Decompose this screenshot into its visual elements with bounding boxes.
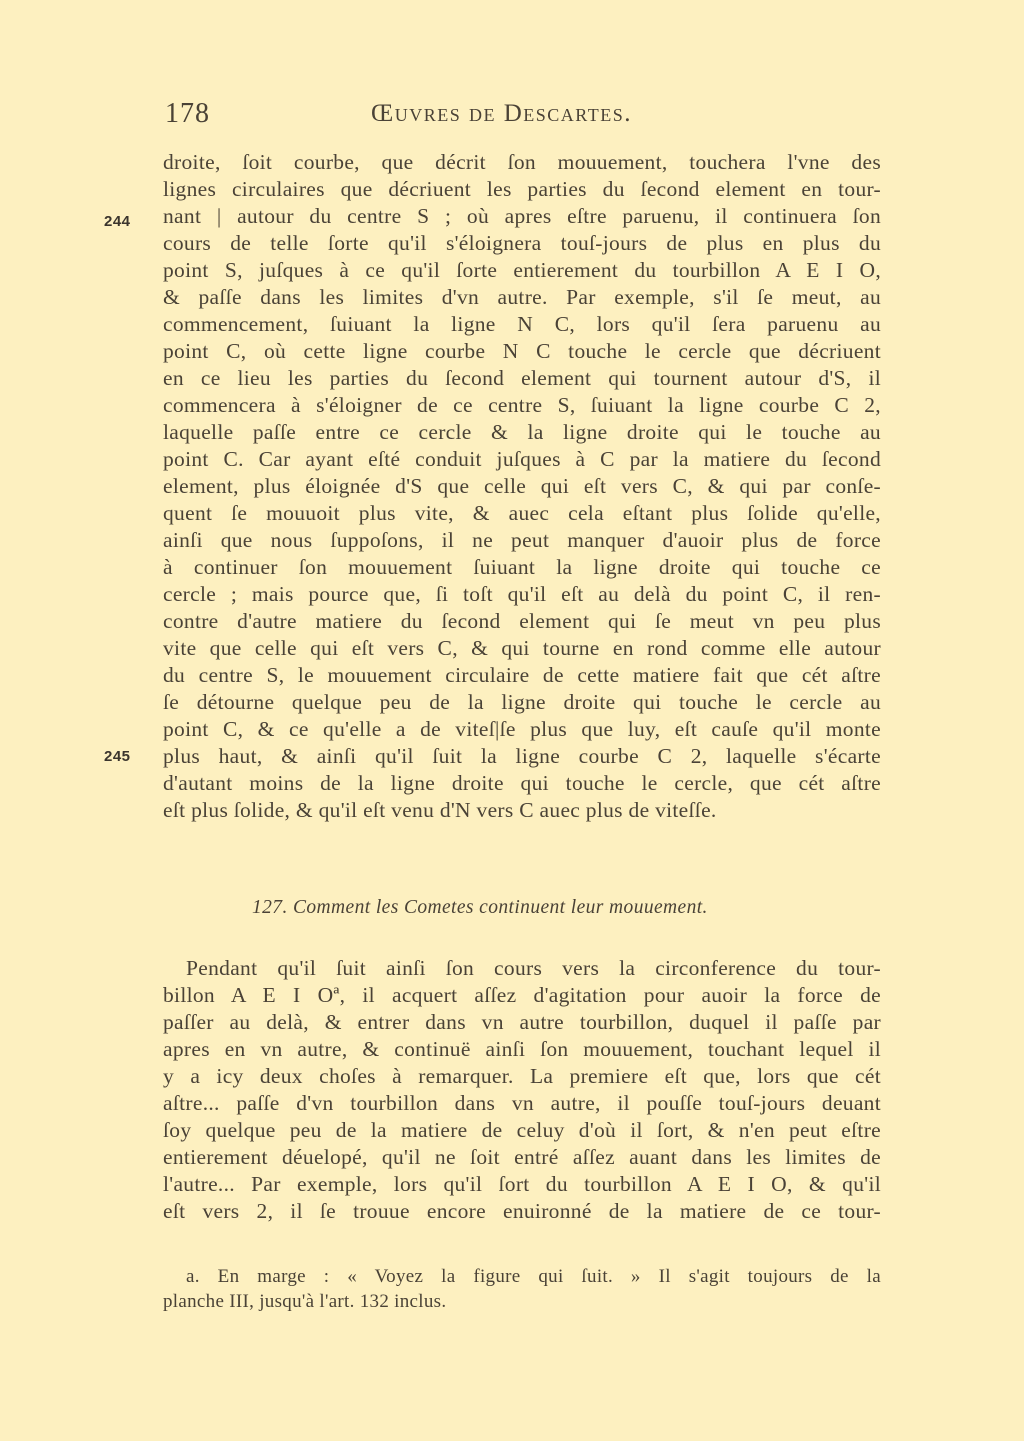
margin-page-reference: 244 (104, 213, 131, 230)
running-title: Œuvres de Descartes. (371, 100, 632, 127)
text-line: lignes circulaires que décriuent les parties du ſecond element en tour- (163, 177, 881, 201)
footnote-line: planche III, jusqu'à l'art. 132 inclus. (163, 1291, 447, 1312)
text-line: vite que celle qui eſt vers C, & qui tourne en rond comme elle autour (163, 636, 881, 660)
text-line: contre d'autre matiere du ſecond element qui ſe meut vn peu plus (163, 609, 881, 633)
text-line: en ce lieu les parties du ſecond element qui tournent autour d'S, il (163, 366, 881, 390)
text-line: l'autre... Par exemple, lors qu'il ſort du tourbillon A E I O, & qu'il (163, 1172, 881, 1196)
text-line: ſoy quelque peu de la matiere de celuy d'où il ſort, & n'en peut eſtre (163, 1118, 881, 1142)
text-line: paſſer au delà, & entrer dans vn autre tourbillon, duquel il paſſe par (163, 1010, 881, 1034)
text-line: du centre S, le mouuement circulaire de cette matiere fait que cét aſtre (163, 663, 881, 687)
text-line: cercle ; mais pource que, ſi toſt qu'il eſt au delà du point C, il ren- (163, 582, 881, 606)
text-line: eſt vers 2, il ſe trouue encore enuironné de la matiere de ce tour- (163, 1199, 881, 1223)
text-line: ainſi que nous ſuppoſons, il ne peut manquer d'auoir plus de force (163, 528, 881, 552)
text-line: element, plus éloignée d'S que celle qui eſt vers C, & qui par conſe- (163, 474, 881, 498)
text-line: quent ſe mouuoit plus vite, & auec cela eſtant plus ſolide qu'elle, (163, 501, 881, 525)
text-line: aſtre... paſſe d'vn tourbillon dans vn autre, il pouſſe touſ-jours deuant (163, 1091, 881, 1115)
page-header (163, 98, 881, 138)
text-line: y a icy deux choſes à remarquer. La premiere eſt que, lors que cét (163, 1064, 881, 1088)
text-line: laquelle paſſe entre ce cercle & la ligne droite qui le touche au (163, 420, 881, 444)
text-line: Pendant qu'il ſuit ainſi ſon cours vers la circonference du tour- (186, 956, 881, 980)
margin-page-reference: 245 (104, 748, 131, 765)
text-line: cours de telle ſorte qu'il s'éloignera touſ-jours de plus en plus du (163, 231, 881, 255)
text-line: plus haut, & ainſi qu'il ſuit la ligne courbe C 2, laquelle s'écarte (163, 744, 881, 768)
footnote (163, 1264, 881, 1314)
text-line: droite, ſoit courbe, que décrit ſon mouuement, touchera l'vne des (163, 150, 881, 174)
text-line: d'autant moins de la ligne droite qui touche le cercle, que cét aſtre (163, 771, 881, 795)
main-paragraph (163, 149, 881, 824)
text-line: nant | autour du centre S ; où apres eſtre paruenu, il continuera ſon (163, 204, 881, 228)
text-line: commencera à s'éloigner de ce centre S, ſuiuant la ligne courbe C 2, (163, 393, 881, 417)
page-number: 178 (165, 98, 210, 129)
text-line: ſe détourne quelque peu de la ligne droite qui touche le cercle au (163, 690, 881, 714)
text-line: commencement, ſuiuant la ligne N C, lors qu'il ſera paruenu au (163, 312, 881, 336)
text-line: & paſſe dans les limites d'vn autre. Par exemple, s'il ſe meut, au (163, 285, 881, 309)
text-line: billon A E I Oª, il acquert aſſez d'agitation pour auoir la force de (163, 983, 881, 1007)
section-heading: 127. Comment les Cometes continuent leur mouuement. (252, 897, 708, 918)
text-line: point C. Car ayant eſté conduit juſques à C par la matiere du ſecond (163, 447, 881, 471)
text-line: entierement déuelopé, qu'il ne ſoit entré aſſez auant dans les limites de (163, 1145, 881, 1169)
text-line: à continuer ſon mouuement ſuiuant la ligne droite qui touche ce (163, 555, 881, 579)
footnote-line: a. En marge : « Voyez la figure qui ſuit. » Il s'agit toujours de la (186, 1266, 881, 1287)
text-line: point C, & ce qu'elle a de viteſ|ſe plus que luy, eſt cauſe qu'il monte (163, 717, 881, 741)
section-paragraph (163, 955, 881, 1225)
text-line: apres en vn autre, & continuë ainſi ſon mouuement, touchant lequel il (163, 1037, 881, 1061)
text-line: point C, où cette ligne courbe N C touche le cercle que décriuent (163, 339, 881, 363)
text-line: eſt plus ſolide, & qu'il eſt venu d'N vers C auec plus de viteſſe. (163, 798, 717, 822)
text-line: point S, juſques à ce qu'il ſorte entierement du tourbillon A E I O, (163, 258, 881, 282)
